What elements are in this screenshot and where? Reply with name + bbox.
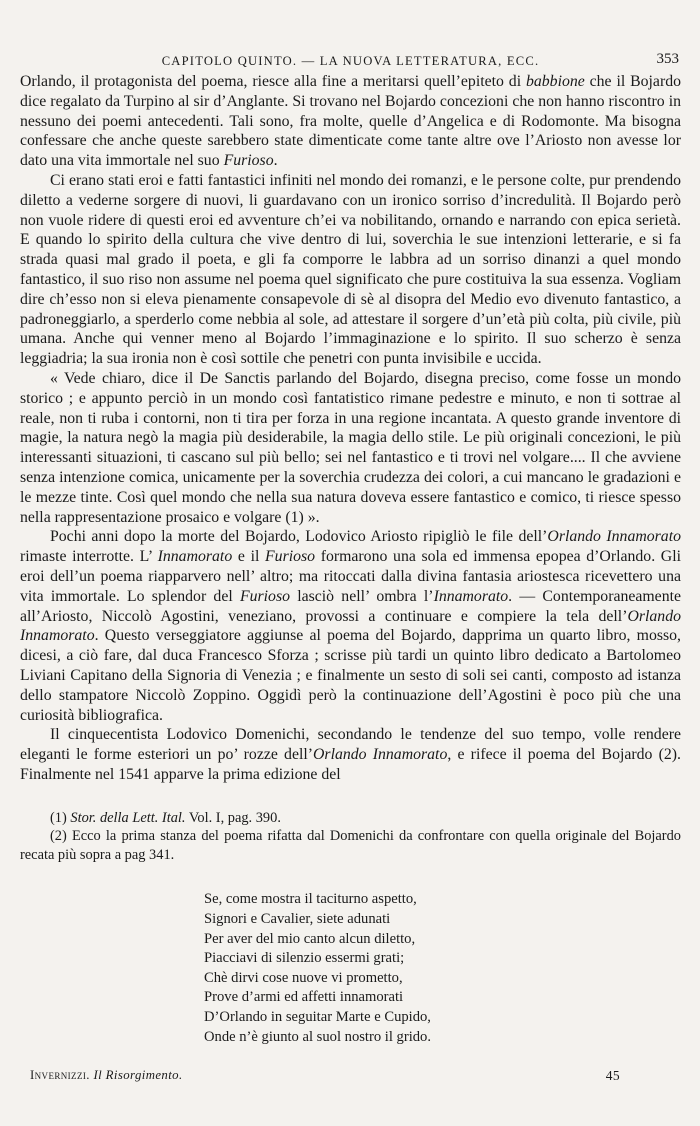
text-run: . — Contemporaneamente all’Ariosto, Niccolò Agostini, veneziano, provossi a continuare e compiere la tela dell’ [20, 587, 681, 625]
text-run: lasciò nell’ ombra l’ [290, 587, 434, 605]
signature-author: Invernizzi. [30, 1068, 90, 1082]
verse-line: D’Orlando in seguitar Marte e Cupido, [204, 1009, 431, 1026]
signature-mark [30, 1068, 183, 1083]
italic-text: Orlando Innamorato [547, 528, 681, 546]
italic-text: Innamorato [157, 548, 233, 566]
paragraph [20, 171, 681, 369]
italic-text: Innamorato [433, 587, 509, 605]
text-run: Vol. I, pag. 390. [185, 809, 281, 826]
verse-line: Onde n’è giunto al suol nostro il grido. [204, 1028, 431, 1045]
verse-stanza [204, 890, 681, 1047]
italic-text: Furioso [223, 152, 274, 170]
italic-text: Furioso [265, 548, 316, 566]
page-number: 353 [656, 51, 679, 67]
verse-line: Prove d’armi ed affetti innamorati [204, 989, 404, 1006]
italic-text: Orlando Innamorato [20, 607, 681, 645]
text-run: (2) Ecco la prima stanza del poema rifatta dal Domenichi da confrontare con quella originale del Bojardo recata più sopra a pag 341. [20, 828, 681, 863]
footnotes [20, 809, 681, 865]
text-run: (1) [50, 809, 71, 826]
verse-line: Piacciavi di silenzio essermi grati; [204, 950, 405, 967]
footnote [20, 827, 681, 864]
text-run: « Vede chiaro, dice il De Sanctis parlando del Bojardo, disegna preciso, come fosse un mondo storico ; e appunto perciò in un mondo così fantatistico rimane pedestre e minuto, e non ti sottrae al reale, non ti ruba i contorni, non ti tira per forza in una regione incantata. A questo grande inventore di magie, la natura negò la magia più desiderabile, la magia dello stile. Le più originali concezioni, le più interessanti situazioni, ti cascano sul più bello; sei nel fantastico e ti trovi nel volgare.... Il che avviene senza intenzione comica, unicamente per la soverchia crudezza dei colori, a cui mancano le gradazioni e le mezze tinte. Così quel mondo che nella sua natura doveva essere fantastico e comico, ti riesce spesso nella rappresentazione prosaico e volgare (1) ». [20, 369, 681, 526]
signature-number: 45 [605, 1068, 620, 1083]
text-run: Pochi anni dopo la morte del Bojardo, Lodovico Ariosto ripigliò le file dell’ [50, 528, 548, 546]
paragraph [20, 72, 681, 171]
verse-line: Signori e Cavalier, siete adunati [204, 911, 391, 928]
paragraph [20, 369, 681, 527]
text-run: . Questo verseggiatore aggiunse al poema del Bojardo, dapprima un quarto libro, mosso, dicesi, a ciò fare, dal duca Francesco Sforza ; scrisse più tardi un quinto libro dedicato a Bartolomeo Liviani Capitano della Signoria di Venezia ; e finalmente un sesto di soli sei canti, composto ad istanza dello stampatore Niccolò Zoppino. Oggidì però la continuazione dell’Agostini è poco più che una curiosità bibliografica. [20, 627, 681, 724]
text-run: e il [232, 548, 266, 566]
italic-text: babbione [525, 73, 585, 90]
text-run: . [273, 152, 278, 170]
running-title: CAPITOLO QUINTO. — LA NUOVA LETTERATURA, ECC. [161, 54, 540, 68]
text-run: formarono una sola ed immensa epopea d’Orlando. Gli eroi dell’un poema riapparvero nell’ altro; ma ritoccati dalla divina fantasia ariostesca ricevettero una vita immortale. Lo splendor del [20, 548, 681, 605]
text-run: , e rifece il poema del Bojardo (2). Finalmente nel 1541 apparve la prima edizione del [20, 746, 682, 783]
paragraph [20, 725, 681, 784]
verse-line: Se, come mostra il taciturno aspetto, [204, 891, 417, 908]
footnote [20, 809, 681, 828]
text-run: Ci erano stati eroi e fatti fantastici infiniti nel mondo dei romanzi, e le persone colte, pur prendendo diletto a vederne sorgere di nuovi, li guardavano con un ironico sorriso d’incredulità. Il Bojardo però non vuole ridere di questi eroi ed avventure ch’ei va nobilitando, ornando e narrando con epica serietà. E quando lo spirito della cultura che vive dentro di lui, soverchia le sue intenzioni letterarie, e si fa strada quasi mal grado il poeta, e gli fa comporre le labbra ad un sorriso dinanzi a quel mondo fantastico, il suo riso non assume nel poema quel significato che pure costituiva la sua essenza. Vogliam dire ch’esso non si eleva pienamente consapevole di sè al disopra del Medio evo divenuto fantastico, a padroneggiarlo, a sperderlo come nebbia al sole, ad attestare il sorgere d’un’età più colta, più civile, più umana. Anche qui venner meno al Bojardo l’immaginazione e lo spirito. Il suo scherzo è senza leggiadria; la sua ironia non è così sottile che penetri con punta invisibile e uccida. [20, 171, 681, 368]
verse-line: Per aver del mio canto alcun diletto, [204, 930, 416, 947]
signature-title: Il Risorgimento. [93, 1068, 183, 1082]
text-run: Orlando, il protagonista del poema, riesce alla fine a meritarsi quell’epiteto di [20, 73, 526, 90]
italic-text: Furioso [239, 587, 290, 605]
body-text [20, 72, 681, 785]
text-run: Il cinquecentista Lodovico Domenichi, secondando le tendenze del suo tempo, volle rendere eleganti le forme esteriori un po’ rozze dell’ [20, 726, 681, 764]
text-run: che il Bojardo dice regalato da Turpino al sir d’Anglante. Si trovano nel Bojardo concezioni che non hanno riscontro in nessuno dei poemi antecedenti. Tali sono, fra molte, quelle d’Angelica e di Rodomonte. Ma bisogna confessare che anche queste sarebbero state dimenticate come tante altre ove l’Ariosto non avesse lor dato una vita immortale nel suo [20, 73, 681, 170]
italic-text: Stor. della Lett. Ital. [70, 809, 186, 826]
paragraph [20, 527, 681, 725]
verse-line: Chè dirvi cose nuove vi prometto, [204, 969, 403, 986]
running-head [20, 48, 681, 70]
italic-text: Orlando Innamorato [313, 746, 448, 764]
text-run: rimaste interrotte. L’ [20, 548, 158, 566]
